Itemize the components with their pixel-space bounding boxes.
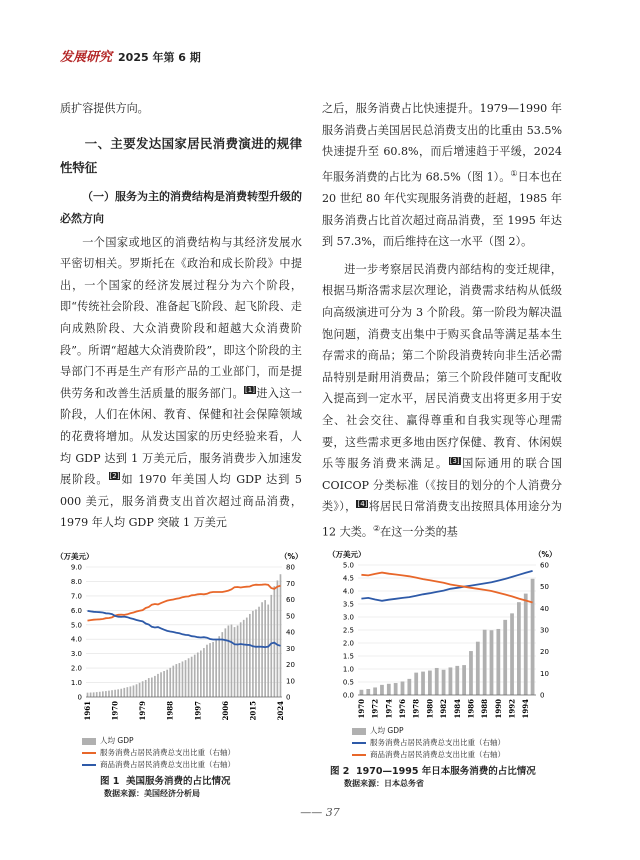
gdp-bar — [182, 661, 184, 697]
gdp-bar — [264, 600, 266, 697]
y-left-tick-label: 4.0 — [70, 635, 82, 644]
y-left-tick-label: 1.0 — [70, 679, 82, 688]
goods-share-line — [361, 573, 532, 603]
gdp-bar — [176, 664, 178, 697]
gdp-bar — [255, 609, 257, 697]
y-left-tick-label: 5.0 — [70, 621, 82, 630]
gdp-bar — [225, 628, 227, 697]
x-tick-label: 2006 — [220, 701, 230, 721]
service-share-line — [88, 584, 281, 620]
y-left-tick-label: 3.0 — [70, 650, 82, 659]
gdp-bar — [240, 622, 242, 697]
x-tick-label: 1970 — [356, 699, 366, 719]
y-left-tick-label: 9.0 — [70, 563, 82, 572]
gdp-bar — [360, 690, 364, 695]
section-heading: 一、主要发达国家居民消费演进的规律性特征 — [60, 135, 302, 175]
gdp-bar — [483, 630, 487, 695]
citation-ref: [3] — [449, 456, 460, 465]
gdp-bar — [394, 683, 398, 695]
gdp-bar — [243, 620, 245, 697]
gdp-bar — [169, 668, 171, 697]
gdp-bar — [221, 632, 223, 697]
gdp-bar — [228, 626, 230, 698]
x-tick-label: 1976 — [398, 699, 407, 719]
gdp-bar — [428, 671, 432, 695]
y-left-tick-label: 0.5 — [342, 678, 354, 687]
paragraph-continuation: 质扩容提供方向。 — [60, 102, 149, 115]
gdp-bar — [185, 660, 187, 697]
gdp-bar — [209, 643, 211, 697]
gdp-bar — [503, 620, 507, 695]
service-share-line — [361, 571, 532, 601]
gdp-bar — [234, 627, 236, 697]
gdp-bar — [258, 607, 260, 697]
legend-item-service: 服务消费占居民消费总支出比重（右轴） — [352, 737, 570, 749]
y-right-tick-label: 0 — [540, 691, 545, 700]
y-right-tick-label: 30 — [540, 626, 549, 635]
x-tick-label: 2024 — [275, 701, 285, 721]
gdp-bar — [455, 666, 459, 695]
gdp-bar — [136, 684, 138, 697]
x-tick-label: 1974 — [384, 699, 394, 719]
x-tick-label: 1984 — [452, 699, 462, 719]
y-left-axis-title: （万美元） — [328, 550, 366, 559]
y-right-tick-label: 60 — [286, 596, 295, 604]
y-right-tick-label: 70 — [286, 579, 295, 588]
y-left-tick-label: 2.5 — [342, 626, 354, 635]
gdp-bar — [96, 692, 98, 697]
gdp-bar — [401, 681, 405, 695]
gdp-bar — [111, 690, 113, 697]
gdp-bar — [93, 692, 95, 697]
gdp-bar — [496, 629, 500, 695]
x-tick-label: 1961 — [83, 701, 93, 721]
x-tick-label: 1997 — [193, 701, 203, 721]
legend-item-goods: 商品消费占居民消费总支出比重（右轴） — [352, 749, 570, 761]
x-tick-label: 1988 — [165, 701, 175, 721]
y-left-tick-label: 4.0 — [342, 587, 354, 596]
gdp-bar — [218, 636, 220, 697]
gdp-bar — [517, 602, 521, 695]
gdp-bar — [105, 691, 107, 697]
gdp-bar — [435, 668, 439, 695]
page-header — [60, 46, 201, 65]
figure-1-legend — [82, 735, 310, 771]
gdp-bar — [469, 651, 473, 695]
y-right-tick-label: 50 — [540, 583, 549, 592]
gdp-bar — [510, 613, 514, 695]
gdp-bar — [421, 672, 425, 695]
gdp-bar — [114, 690, 116, 697]
y-right-axis-title: （%） — [534, 550, 557, 559]
gdp-bar — [373, 687, 377, 695]
figure-1-source: 数据来源：美国经济分析局 — [104, 789, 200, 798]
gdp-bar — [191, 657, 193, 697]
y-right-tick-label: 80 — [286, 563, 295, 572]
y-left-tick-label: 3.5 — [342, 600, 354, 609]
gdp-bar — [133, 685, 135, 697]
figure-1-caption: 图 1 美国服务消费的占比情况 — [100, 776, 231, 787]
legend-item-goods: 商品消费占居民消费总支出比重（右轴） — [82, 759, 310, 771]
gdp-bar — [90, 693, 92, 697]
gdp-bar — [203, 648, 205, 697]
y-left-tick-label: 0.0 — [342, 691, 354, 700]
gdp-bar — [166, 670, 168, 697]
figure-1 — [56, 545, 310, 799]
gdp-bar — [108, 691, 110, 697]
page-number: —— 37 — [300, 806, 340, 819]
y-right-tick-label: 50 — [286, 612, 295, 621]
gdp-bar — [237, 626, 239, 698]
figure-2-legend — [352, 725, 570, 761]
gdp-bar — [127, 687, 129, 697]
gdp-bar — [280, 574, 282, 697]
gdp-bar — [154, 676, 156, 697]
right-column — [322, 98, 562, 543]
y-left-axis-title: （万美元） — [56, 552, 94, 561]
gdp-bar — [270, 595, 272, 697]
x-tick-label: 1992 — [507, 699, 517, 719]
x-tick-label: 2015 — [248, 701, 258, 721]
legend-item-gdp: 人均 GDP — [352, 725, 570, 737]
issue-label: 2025 年第 6 期 — [118, 51, 201, 64]
gdp-bar — [249, 614, 251, 697]
y-right-tick-label: 20 — [540, 648, 549, 657]
gdp-bar — [194, 655, 196, 697]
y-right-tick-label: 60 — [540, 561, 549, 570]
y-right-tick-label: 20 — [286, 661, 295, 669]
subsection-heading: （一）服务为主的消费结构是消费转型升级的必然方向 — [60, 189, 302, 225]
figure-2-source: 数据来源：日本总务省 — [344, 779, 424, 788]
x-tick-label: 1994 — [521, 699, 531, 719]
gdp-bar — [531, 579, 535, 695]
y-left-tick-label: 0 — [77, 693, 82, 702]
y-right-tick-label: 40 — [286, 628, 295, 637]
y-left-tick-label: 2.0 — [70, 664, 82, 673]
gdp-bar — [87, 693, 89, 697]
gdp-bar — [200, 650, 202, 697]
gdp-bar — [130, 686, 132, 697]
gdp-bar — [157, 674, 159, 697]
legend-item-gdp: 人均 GDP — [82, 735, 310, 747]
gdp-bar — [252, 611, 254, 697]
figure-2-caption: 图 2 1970—1995 年日本服务消费的占比情况 — [330, 766, 536, 777]
legend-item-service: 服务消费占居民消费总支出比重（右轴） — [82, 747, 310, 759]
gdp-bar — [274, 586, 276, 697]
y-left-tick-label: 2.0 — [342, 639, 354, 648]
x-tick-label: 1970 — [110, 701, 120, 721]
gdp-bar — [387, 684, 391, 695]
gdp-bar — [188, 658, 190, 697]
gdp-bar — [160, 672, 162, 697]
y-left-tick-label: 7.0 — [70, 592, 82, 601]
gdp-bar — [102, 691, 104, 697]
gdp-bar — [172, 666, 174, 697]
y-left-tick-label: 4.5 — [342, 574, 354, 583]
gdp-bar — [117, 689, 119, 697]
y-right-tick-label: 0 — [286, 693, 291, 702]
gdp-bar — [267, 605, 269, 697]
footnote-ref: ① — [510, 168, 518, 178]
gdp-bar — [524, 594, 528, 695]
y-right-axis-title: （%） — [280, 552, 303, 561]
y-left-tick-label: 1.5 — [342, 652, 354, 661]
figure-2 — [330, 543, 570, 789]
gdp-bar — [197, 653, 199, 697]
x-tick-label: 1980 — [425, 699, 435, 719]
gdp-bar — [139, 683, 141, 697]
gdp-bar — [476, 642, 480, 695]
y-left-tick-label: 1.0 — [342, 665, 354, 674]
gdp-bar — [206, 645, 208, 697]
gdp-bar — [151, 678, 153, 698]
y-right-tick-label: 40 — [540, 604, 549, 613]
gdp-bar — [148, 678, 150, 697]
y-left-tick-label: 6.0 — [70, 606, 82, 615]
x-tick-label: 1990 — [493, 699, 503, 719]
gdp-bar — [407, 679, 411, 695]
citation-ref: [4] — [357, 499, 368, 508]
figure-1-chart — [56, 545, 310, 735]
goods-share-line — [88, 611, 281, 647]
gdp-bar — [179, 663, 181, 697]
x-tick-label: 1986 — [466, 699, 476, 719]
citation-ref: [1] — [245, 386, 255, 395]
gdp-bar — [246, 618, 248, 697]
left-column — [60, 98, 302, 534]
journal-name: 发展研究 — [60, 50, 113, 65]
y-right-tick-label: 10 — [286, 677, 295, 686]
gdp-bar — [142, 681, 144, 697]
gdp-bar — [490, 630, 494, 695]
gdp-bar — [163, 671, 165, 697]
x-tick-label: 1972 — [370, 699, 380, 719]
x-tick-label: 1978 — [411, 699, 421, 719]
gdp-bar — [99, 692, 101, 697]
gdp-bar — [231, 624, 233, 697]
figure-2-chart — [330, 543, 570, 725]
gdp-bar — [366, 689, 370, 695]
gdp-bar — [380, 685, 384, 695]
body-paragraph: 进一步考察居民消费内部结构的变迁规律，根据马斯洛需求层次理论，消费需求结构从低级向高级演进可分为 3 个阶段。第一阶段为解决温饱问题，消费支出集中于购买食品等满足基本生存需求的商品；第二个阶段消费转向非生活必需品特别是耐用消费品；第三个阶段伴随可支配收入提高到一定水平，居民消费支出将更多用于安全、社会交往、赢得尊重和自我实现等心理需要，这些需求更多地由医疗保健、教育、休闲娱乐等服务消费来满足。[3]国际通用的联合国 COICOP 分类标准（《按目的划分的个人消费分类》），[4]将居民日常消费支出按照具体用途分为 12 大类。②在这一分类的基 — [322, 262, 562, 539]
gdp-bar — [462, 665, 466, 695]
body-paragraph: 之后，服务消费占比快速提升。1979—1990 年服务消费占美国居民总消费支出的比重由 53.5% 快速提升至 60.8%，而后增速趋于平缓，2024 年服务消费的占比为 68.5%（图 1）。①日本也在 20 世纪 80 年代实现服务消费的赶超，1985 年服务消费占比首次超过商品消费，至 1995 年达到 57.3%，而后维持在这一水平（图 2）。 — [322, 102, 562, 249]
body-paragraph: 一个国家或地区的消费结构与其经济发展水平密切相关。罗斯托在《政治和成长阶段》中提出，一个国家的经济发展过程分为六个阶段，即“传统社会阶段、准备起飞阶段、起飞阶段、走向成熟阶段、大众消费阶段和超越大众消费阶段”。所谓“超越大众消费阶段”，即这个阶段的主导部门不再是生产有形产品的工业部门，而是提供劳务和改善生活质量的服务部门。[1]进入这一阶段，人们在休闲、教育、保健和社会保障领域的花费将增加。从发达国家的历史经验来看，人均 GDP 达到 1 万美元后，服务消费步入加速发展阶段。[2]如 1970 年美国人均 GDP 达到 5 000 美元，服务消费支出首次超过商品消费，1979 年人均 GDP 突破 1 万美元 — [60, 235, 302, 530]
y-left-tick-label: 8.0 — [70, 577, 82, 586]
y-right-tick-label: 10 — [540, 669, 549, 678]
y-left-tick-label: 3.0 — [342, 613, 354, 622]
gdp-bar — [145, 680, 147, 697]
gdp-bar — [442, 670, 446, 695]
gdp-bar — [123, 688, 125, 697]
gdp-bar — [212, 642, 214, 697]
y-left-tick-label: 5.0 — [342, 561, 354, 570]
gdp-bar — [449, 667, 453, 695]
citation-ref: [2] — [109, 472, 120, 481]
gdp-bar — [414, 673, 418, 695]
gdp-bar — [277, 580, 279, 697]
y-right-tick-label: 30 — [286, 644, 295, 653]
gdp-bar — [120, 689, 122, 697]
x-tick-label: 1982 — [439, 699, 449, 719]
x-tick-label: 1979 — [138, 701, 148, 721]
gdp-bar — [215, 640, 217, 697]
footnote-ref: ② — [372, 523, 381, 533]
gdp-bar — [261, 602, 263, 697]
x-tick-label: 1988 — [480, 699, 490, 719]
